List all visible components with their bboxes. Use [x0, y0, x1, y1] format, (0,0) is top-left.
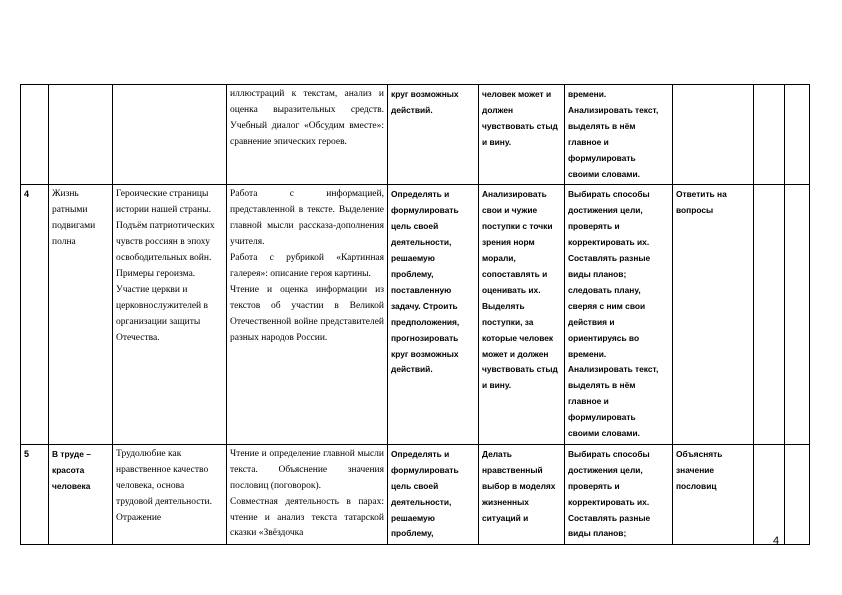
regulatory-skills-cell: Определять и формулировать цель своей деятельности, решаемую проблему, поставленную задачу. Строить предположения, прогнозировать круг возможных действий. [388, 185, 479, 445]
personal-results-cell: Делать нравственный выбор в моделях жизненных ситуаций и [479, 444, 565, 544]
lesson-number-cell [21, 85, 49, 185]
activity-paragraph: иллюстраций к текстам, анализ и оценка выразительных средств. Учебный диалог «Обсудим вместе»: сравнение эпических героев. [230, 89, 384, 147]
content-cell: Трудолюбие как нравственное качество человека, основа трудовой деятельности. Отражение [113, 444, 227, 544]
activity-paragraph: Чтение и оценка информации из текстов об участии в Великой Отечественной войне представителей разных народов России. [230, 284, 384, 343]
empty-cell [785, 185, 810, 445]
activity-paragraph: Чтение и определение главной мысли текста. Объяснение значения пословиц (поговорок). [230, 448, 384, 491]
assessment-cell: Ответить на вопросы [673, 185, 754, 445]
activity-paragraph: Работа с рубрикой «Картинная галерея»: описание героя картины. [230, 253, 384, 279]
topic-cell [49, 85, 113, 185]
personal-results-cell: человек может и должен чувствовать стыд и вину. [479, 85, 565, 185]
lesson-plan-table [20, 84, 810, 545]
empty-cell [754, 444, 785, 544]
lesson-number-cell: 4 [21, 185, 49, 445]
regulatory-skills-cell: круг возможных действий. [388, 85, 479, 185]
activity-paragraph: Совместная деятельность в парах: чтение и анализ текста татарской сказки «Звёздочка [230, 496, 384, 539]
personal-results-cell: Анализировать свои и чужие поступки с точки зрения норм морали, сопоставлять и оценивать их. Выделять поступки, за которые человек может и должен чувствовать стыд и вину. [479, 185, 565, 445]
activity-cell [227, 185, 388, 445]
activity-cell [227, 444, 388, 544]
assessment-cell: Объяснять значение пословиц [673, 444, 754, 544]
empty-cell [754, 185, 785, 445]
activity-paragraph: Работа с информацией, представленной в тексте. Выделение главной мысли рассказа-дополнения учителя. [230, 189, 384, 248]
regulatory-skills-cell: Определять и формулировать цель своей деятельности, решаемую проблему, [388, 444, 479, 544]
assessment-cell [673, 85, 754, 185]
activity-cell [227, 85, 388, 185]
metasubject-skills-cell: Выбирать способы достижения цели, проверять и корректировать их. Составлять разные виды планов; [565, 444, 673, 544]
topic-cell: Жизнь ратными подвигами полна [49, 185, 113, 445]
content-cell [113, 85, 227, 185]
empty-cell [785, 85, 810, 185]
metasubject-skills-cell: Выбирать способы достижения цели, проверять и корректировать их. Составлять разные виды планов; следовать плану, сверяя с ним свои действия и ориентируясь во времени. Анализировать текст, выделять в нём главное и формулировать своими словами. [565, 185, 673, 445]
table-row [21, 444, 810, 544]
table-row [21, 85, 810, 185]
lesson-number-cell: 5 [21, 444, 49, 544]
empty-cell [754, 85, 785, 185]
content-cell: Героические страницы истории нашей страны. Подъём патриотических чувств россиян в эпоху освободительных войн. Примеры героизма. Участие церкви и церковнослужителей в организации защиты Отечества. [113, 185, 227, 445]
empty-cell [785, 444, 810, 544]
table-row [21, 185, 810, 445]
page-number: 4 [773, 535, 780, 547]
metasubject-skills-cell: времени. Анализировать текст, выделять в нём главное и формулировать своими словами. [565, 85, 673, 185]
topic-cell: В труде – красота человека [49, 444, 113, 544]
